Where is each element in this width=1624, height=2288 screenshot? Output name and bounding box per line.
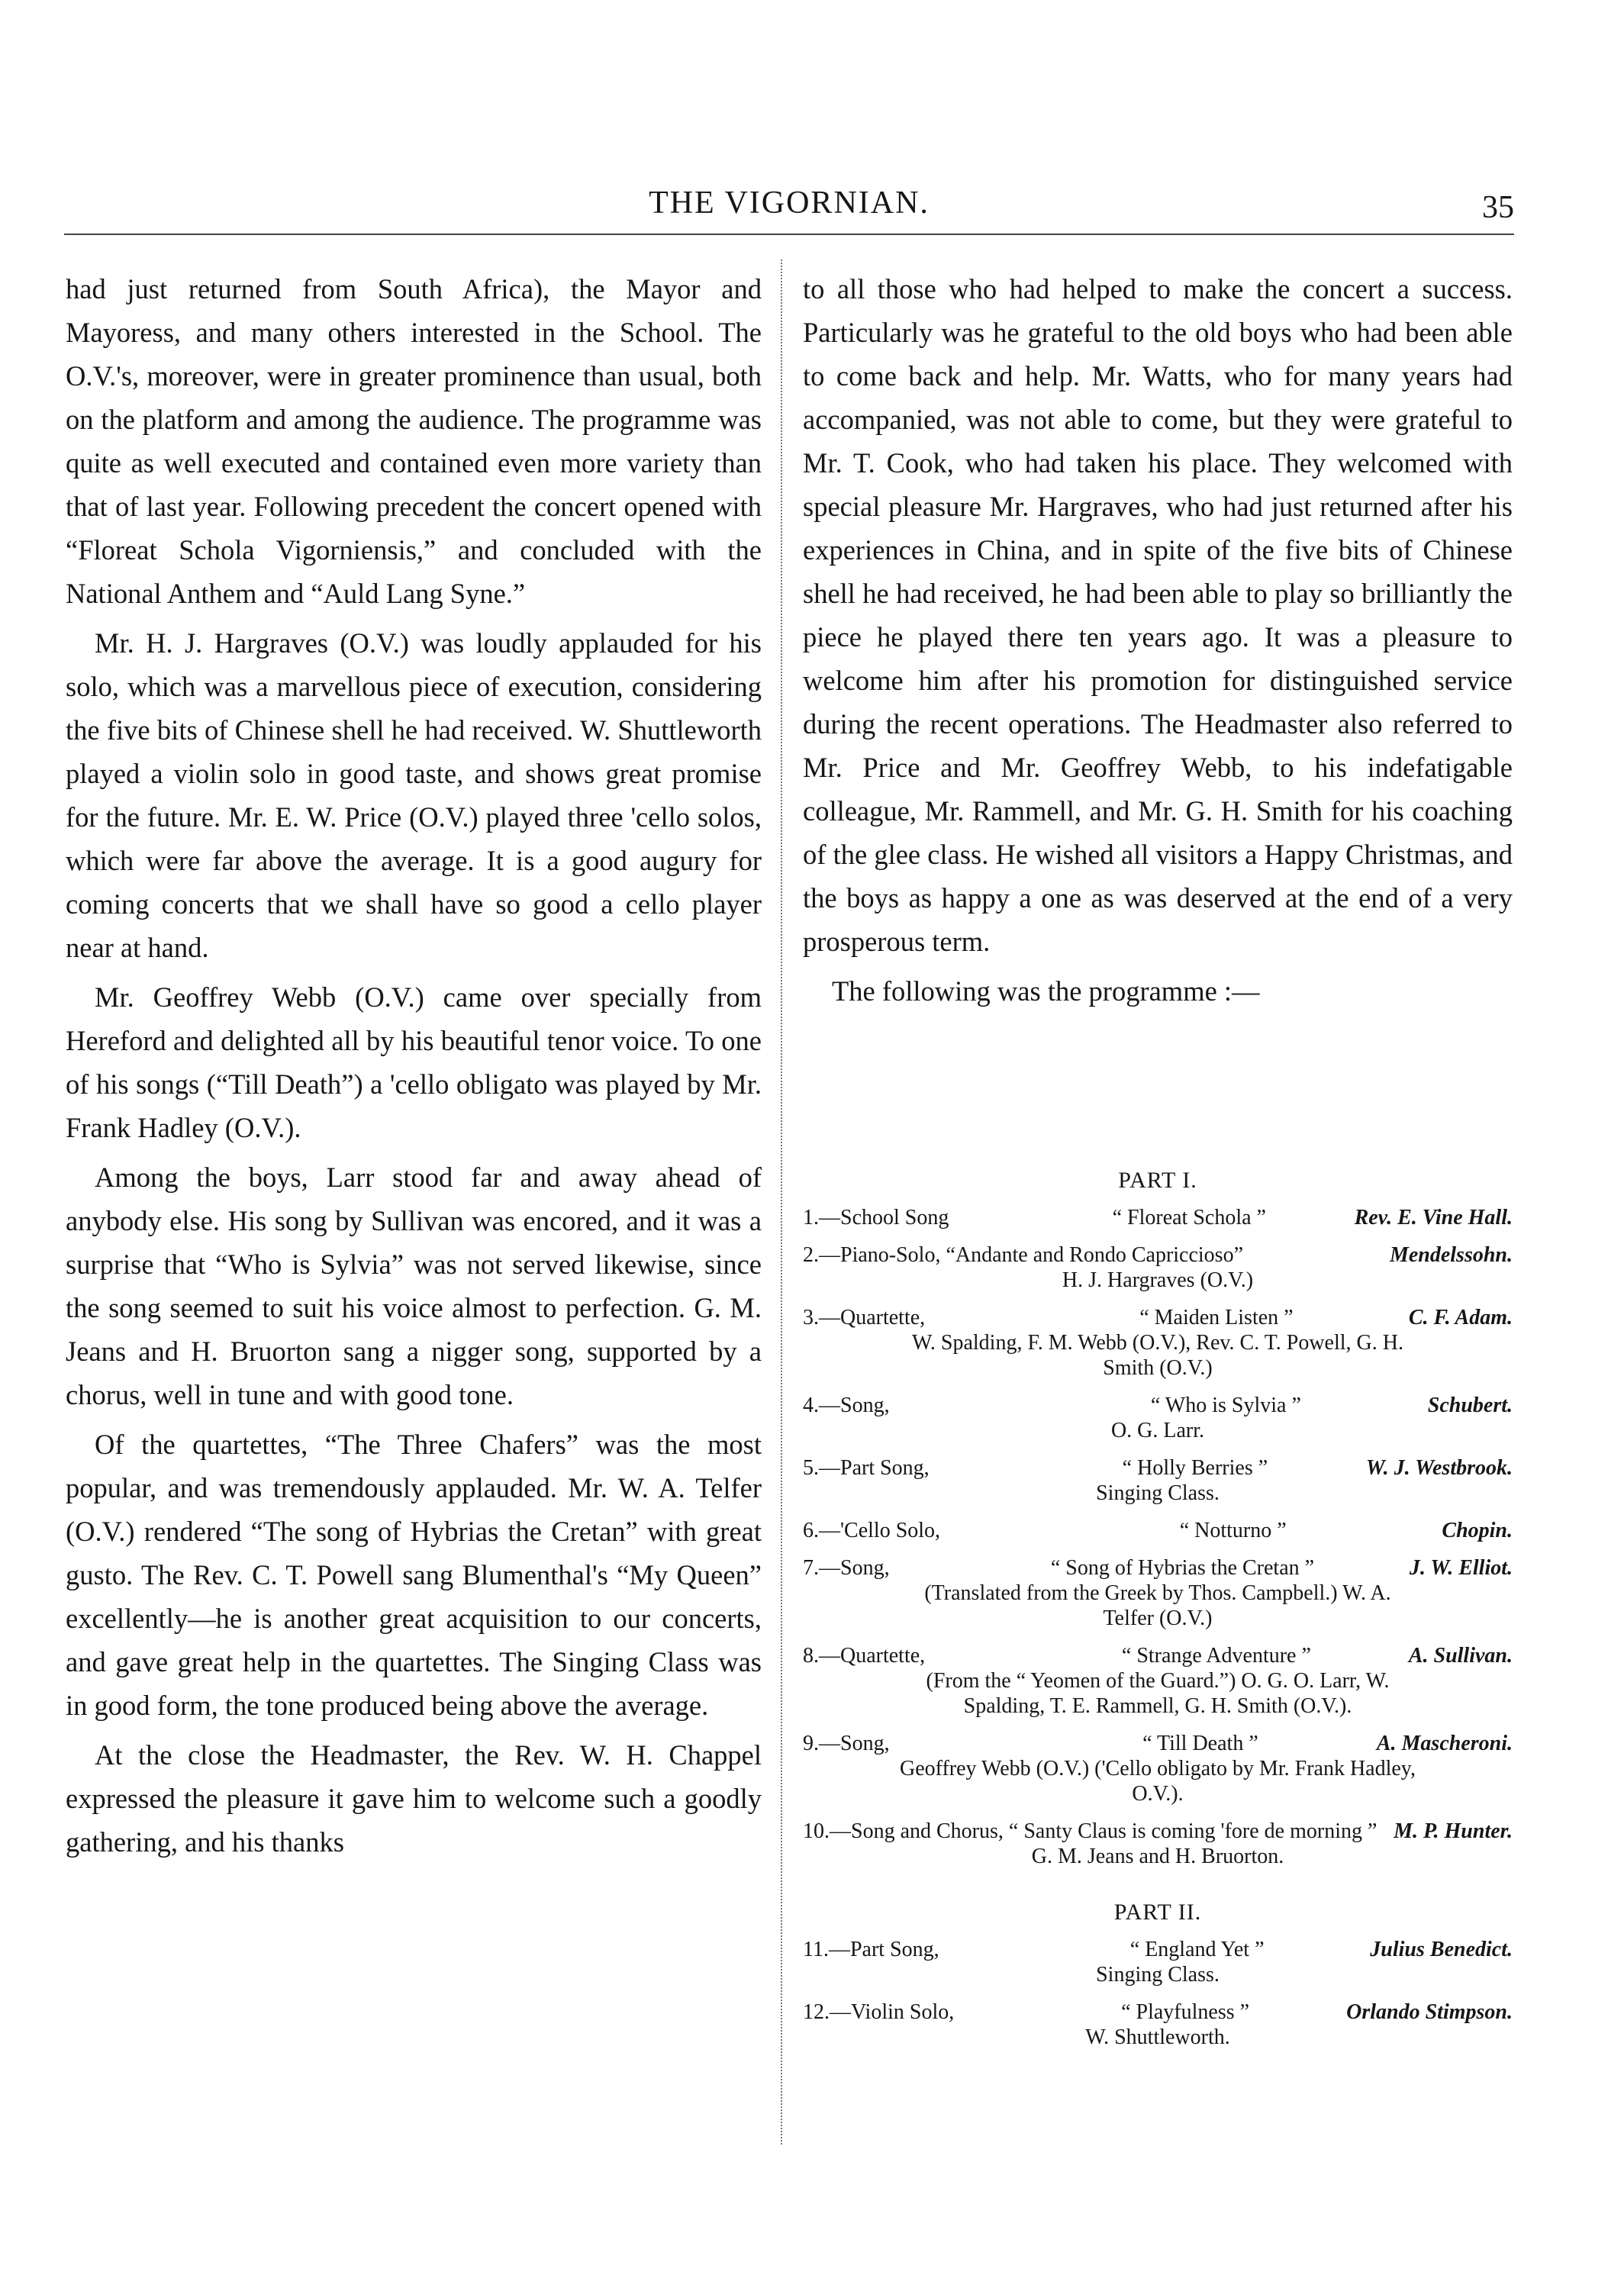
programme-item — [803, 1555, 1513, 1631]
part-heading: PART I. — [1118, 1168, 1197, 1193]
item-label: 6.—'Cello Solo, — [803, 1519, 941, 1542]
programme-item — [803, 1643, 1513, 1719]
programme-item — [803, 1305, 1513, 1381]
item-label: 3.—Quartette, — [803, 1306, 926, 1329]
programme-item — [803, 1819, 1513, 1869]
concert-programme — [803, 1157, 1513, 2062]
paragraph: Of the quartettes, “The Three Chafers” was the most popular, and was tremendously applauded. Mr. W. A. Telfer (O.V.) rendered “The song of Hybrias the Cretan” with great gusto. The Rev. C. T. Powell sang Blumenthal's “My Queen” excellently—he is another great acquisition to our concerts, and gave great help in the quartettes. The Singing Class was in good form, the tone produced being above the average. — [66, 1429, 762, 1721]
programme-item — [803, 1205, 1513, 1230]
item-label: 2.—Piano-Solo, “Andante and Rondo Capriccioso” — [803, 1243, 1244, 1267]
item-title: “ England Yet ” — [1129, 1938, 1265, 1961]
item-label: 1.—School Song — [803, 1206, 949, 1229]
item-composer: A. Sullivan. — [1408, 1644, 1513, 1668]
item-composer: Chopin. — [1442, 1519, 1513, 1542]
item-title: “ Holly Berries ” — [1122, 1456, 1268, 1480]
paragraph: At the close the Headmaster, the Rev. W. H. Chappel expressed the pleasure it gave him to welcome such a goodly gathering, and his thanks — [66, 1739, 762, 1858]
item-title: “ Till Death ” — [1142, 1732, 1258, 1755]
item-composer: Rev. E. Vine Hall. — [1354, 1206, 1513, 1229]
item-performer: W. Shuttleworth. — [1085, 2025, 1230, 2049]
item-performer: (From the “ Yeomen of the Guard.”) O. G. O. Larr, W. Spalding, T. E. Rammell, G. H. Smith (O.V.). — [926, 1669, 1390, 1718]
programme-item — [803, 1242, 1513, 1293]
item-title: “ Song of Hybrias the Cretan ” — [1050, 1556, 1315, 1580]
item-label: 10.—Song and Chorus, “ Santy Claus is coming 'fore de morning ” — [803, 1819, 1378, 1843]
part-heading: PART II. — [1113, 1900, 1202, 1925]
item-label: 5.—Part Song, — [803, 1456, 930, 1480]
item-label: 4.—Song, — [803, 1394, 890, 1417]
paragraph: had just returned from South Africa), the Mayor and Mayoress, and many others interested in the School. The O.V.'s, moreover, were in greater prominence than usual, both on the platform and among the audience. The programme was quite as well executed and contained even more variety than that of last year. Following precedent the concert opened with “Floreat Schola Vigorniensis,” and concluded with the National Anthem and “Auld Lang Syne.” — [66, 273, 762, 609]
paragraph: to all those who had helped to make the concert a success. Particularly was he grateful to the old boys who had been able to come back and help. Mr. Watts, who for many years had accompanied, was not able to come, but they were grateful to Mr. T. Cook, who had taken his place. They welcomed with special pleasure Mr. Hargraves, who had just returned after his experiences in China, and in spite of the five bits of Chinese shell he had received, he had been able to play so brilliantly the piece he played there ten years ago. It was a pleasure to welcome him after his promotion for distinguished service during the recent operations. The Headmaster also referred to Mr. Price and Mr. Geoffrey Webb, to his indefatigable colleague, Mr. Rammell, and Mr. G. H. Smith for his coaching of the glee class. He wished all visitors a Happy Christmas, and the boys as happy a one as was deserved at the end of a very prosperous term. — [803, 273, 1513, 957]
item-title: “ Who is Sylvia ” — [1150, 1394, 1301, 1417]
item-performer: Singing Class. — [1096, 1481, 1220, 1505]
programme-item — [803, 1393, 1513, 1443]
item-performer: W. Spalding, F. M. Webb (O.V.), Rev. C. T. Powell, G. H. Smith (O.V.) — [912, 1331, 1403, 1380]
programme-item — [803, 1731, 1513, 1806]
item-performer: H. J. Hargraves (O.V.) — [1062, 1268, 1254, 1292]
item-title: “ Floreat Schola ” — [1112, 1206, 1266, 1229]
programme-item — [803, 1455, 1513, 1506]
item-label: 9.—Song, — [803, 1732, 890, 1755]
left-column — [66, 267, 762, 1870]
programme-intro: The following was the programme :— — [832, 975, 1260, 1007]
item-label: 11.—Part Song, — [803, 1938, 939, 1961]
item-title: “ Strange Adventure ” — [1121, 1644, 1311, 1668]
right-column — [803, 267, 1513, 1019]
header-rule — [64, 234, 1514, 235]
programme-item — [803, 1518, 1513, 1543]
item-composer: A. Mascheroni. — [1376, 1732, 1513, 1755]
item-performer: (Translated from the Greek by Thos. Campbell.) W. A. Telfer (O.V.) — [924, 1581, 1391, 1630]
programme-item — [803, 1937, 1513, 1987]
item-performer: G. M. Jeans and H. Bruorton. — [1031, 1845, 1284, 1868]
item-composer: Schubert. — [1427, 1394, 1513, 1417]
item-label: 12.—Violin Solo, — [803, 2000, 955, 2024]
item-composer: J. W. Elliot. — [1409, 1556, 1513, 1580]
column-divider — [781, 259, 782, 2145]
item-title: “ Playfulness ” — [1121, 2000, 1250, 2024]
page-number: 35 — [1482, 190, 1514, 225]
item-composer: C. F. Adam. — [1408, 1306, 1513, 1329]
paragraph: Mr. Geoffrey Webb (O.V.) came over specially from Hereford and delighted all by his beautiful tenor voice. To one of his songs (“Till Death”) a 'cello obligato was played by Mr. Frank Hadley (O.V.). — [66, 981, 762, 1143]
item-performer: O. G. Larr. — [1110, 1419, 1205, 1442]
item-performer: Geoffrey Webb (O.V.) ('Cello obligato by Mr. Frank Hadley, O.V.). — [900, 1757, 1416, 1806]
item-title: “ Maiden Listen ” — [1139, 1306, 1294, 1329]
item-title: “ Notturno ” — [1179, 1519, 1287, 1542]
item-composer: Mendelssohn. — [1389, 1243, 1513, 1267]
paragraph: Mr. H. J. Hargraves (O.V.) was loudly applauded for his solo, which was a marvellous piece of execution, considering the five bits of Chinese shell he had received. W. Shuttleworth played a violin solo in good taste, and shows great promise for the future. Mr. E. W. Price (O.V.) played three 'cello solos, which were far above the average. It is a good augury for coming concerts that we shall have so good a cello player near at hand. — [66, 627, 762, 963]
paragraph: Among the boys, Larr stood far and away ahead of anybody else. His song by Sullivan was encored, and it was a surprise that “Who is Sylvia” was not served likewise, since the song seemed to suit his voice almost to perfection. G. M. Jeans and H. Bruorton sang a nigger song, supported by a chorus, well in tune and with good tone. — [66, 1162, 762, 1410]
item-label: 8.—Quartette, — [803, 1644, 926, 1668]
item-composer: Orlando Stimpson. — [1346, 2000, 1513, 2024]
journal-title: THE VIGORNIAN. — [649, 185, 930, 221]
item-performer: Singing Class. — [1096, 1963, 1220, 1987]
item-label: 7.—Song, — [803, 1556, 890, 1580]
item-composer: M. P. Hunter. — [1394, 1819, 1513, 1843]
programme-item — [803, 2000, 1513, 2050]
item-composer: Julius Benedict. — [1370, 1938, 1513, 1961]
page-header — [64, 185, 1514, 238]
item-composer: W. J. Westbrook. — [1365, 1456, 1513, 1480]
